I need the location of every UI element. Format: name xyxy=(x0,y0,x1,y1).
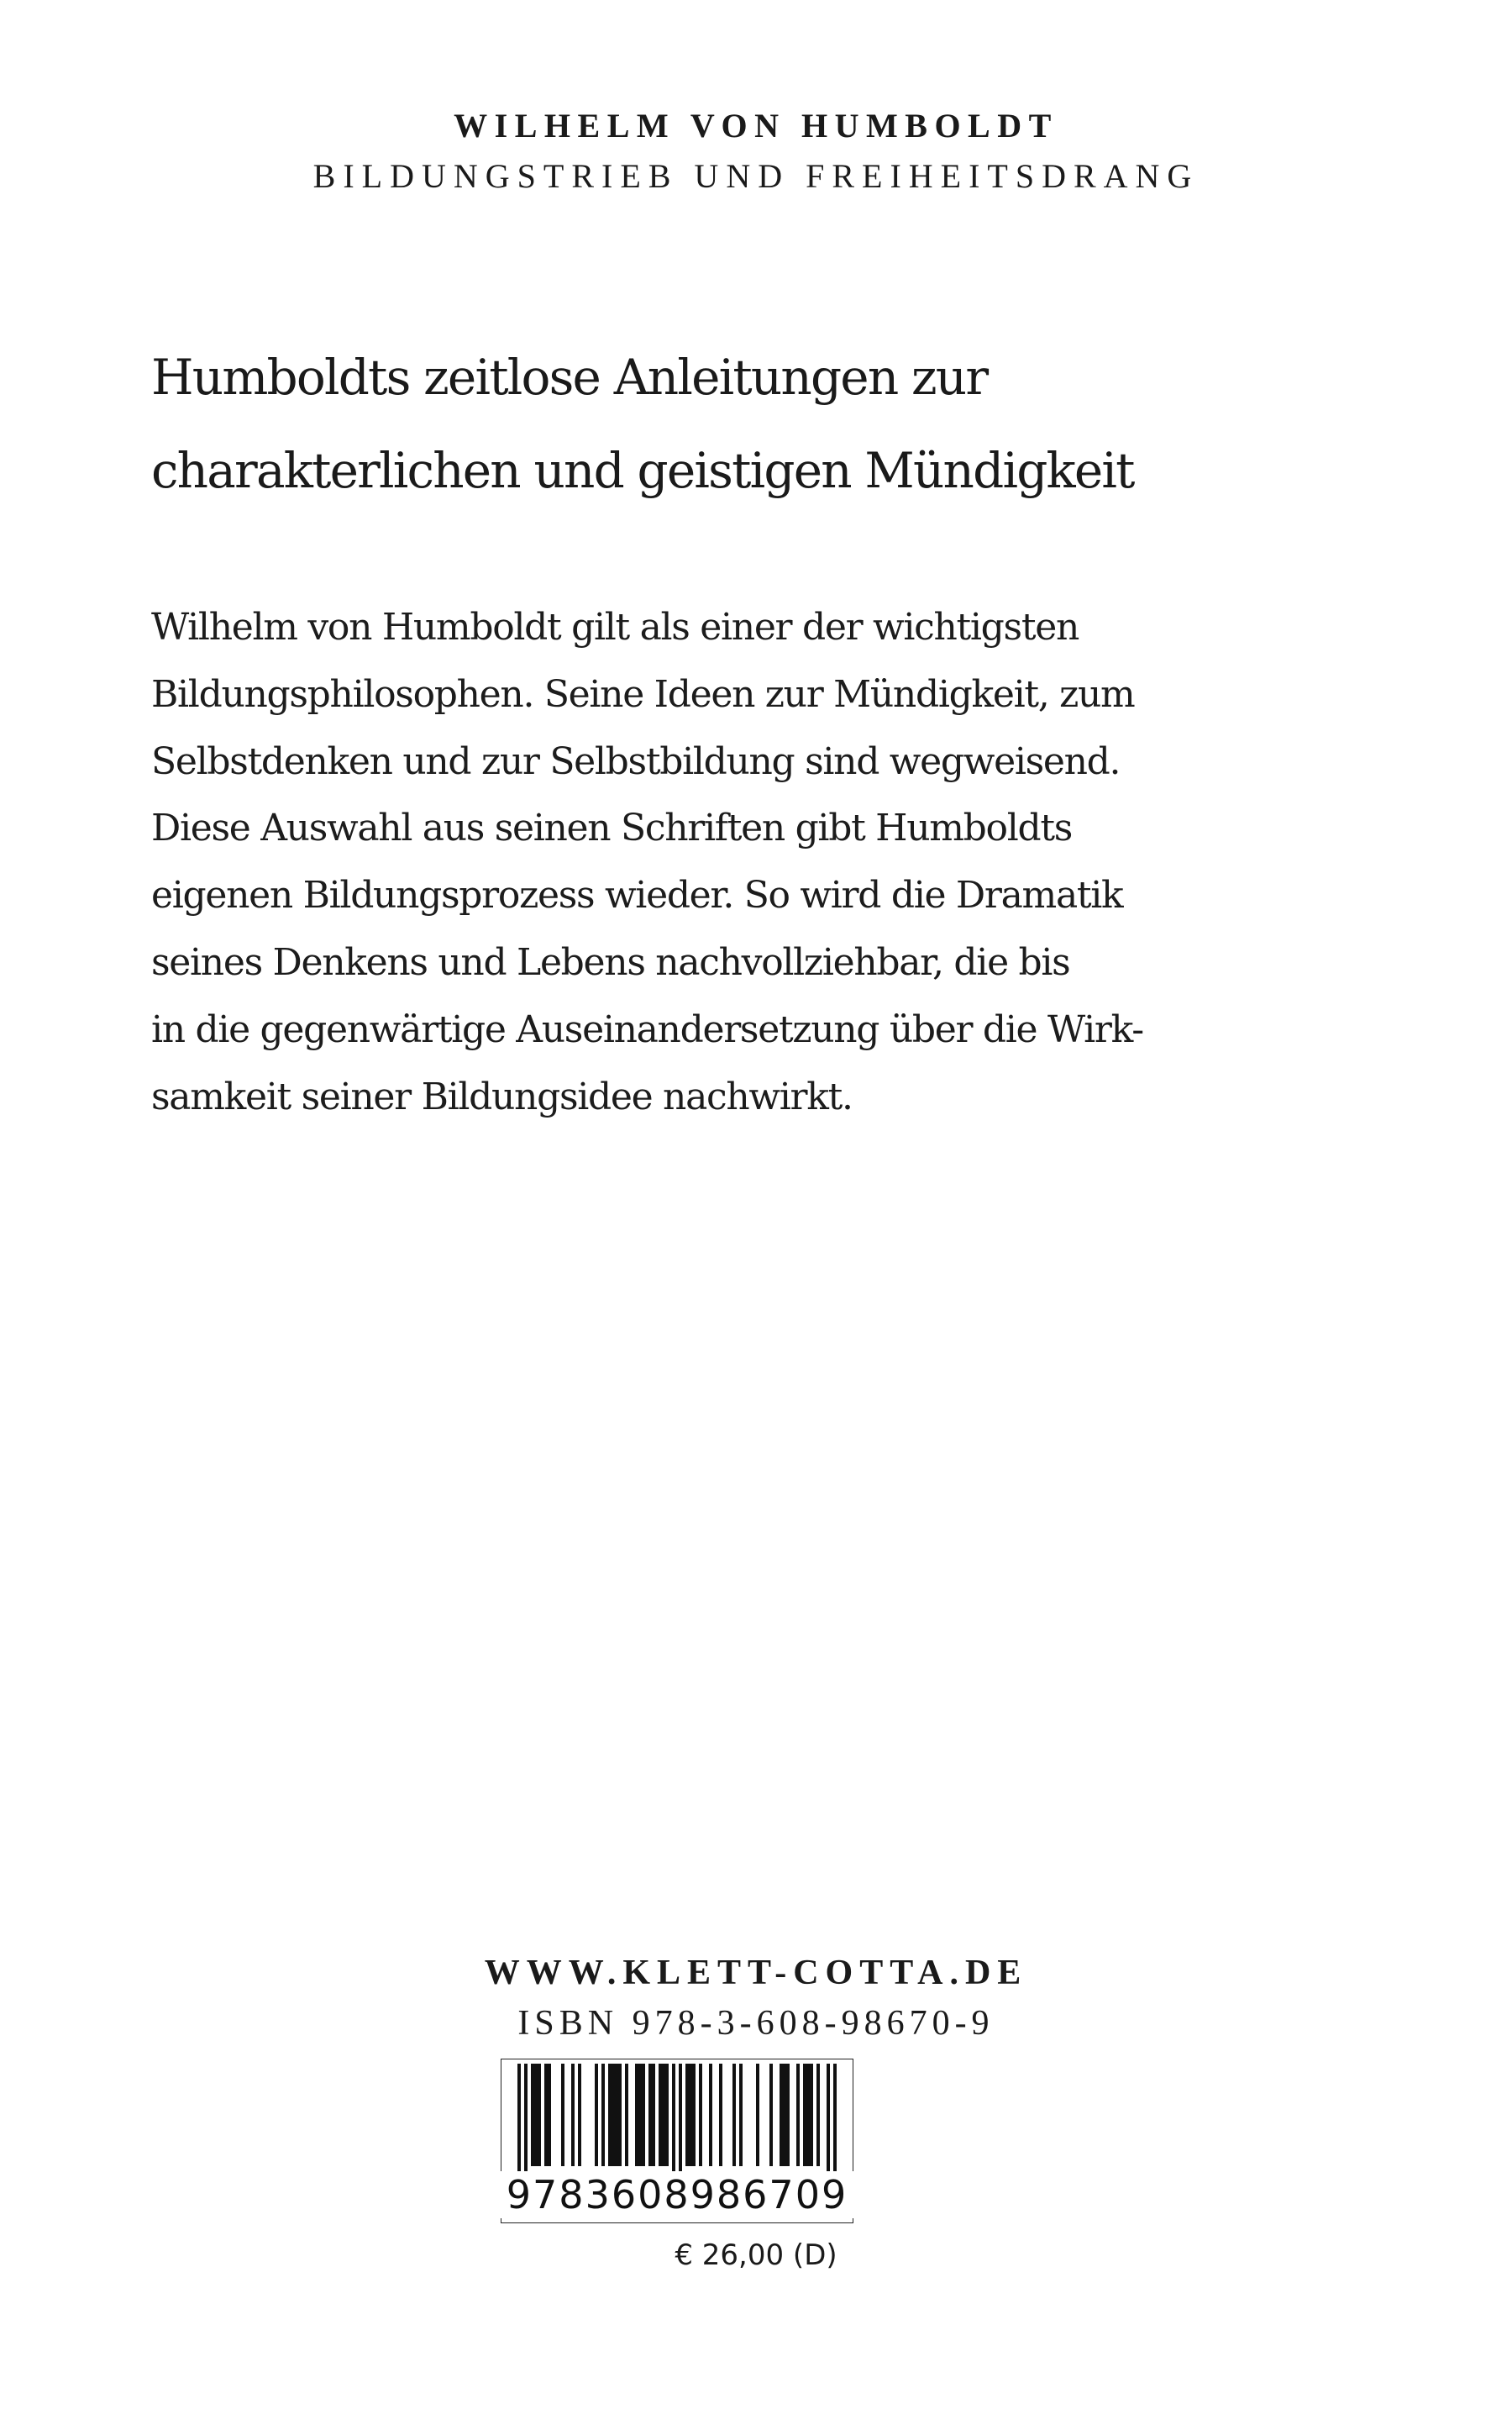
publisher-website: WWW.KLETT-COTTA.DE xyxy=(484,1954,1028,1992)
book-title: BILDUNGSTRIEB UND FREIHEITSDRANG xyxy=(312,157,1200,195)
barcode-bar xyxy=(672,2064,675,2173)
barcode-bar xyxy=(796,2064,800,2166)
barcode-bar xyxy=(635,2064,645,2166)
publisher-info xyxy=(0,1948,1512,2049)
barcode-bar xyxy=(648,2064,655,2166)
barcode-bar xyxy=(517,2064,521,2173)
barcode-bar xyxy=(659,2064,669,2166)
barcode-bar xyxy=(595,2064,598,2166)
barcode-bar xyxy=(699,2064,702,2166)
barcode-bar xyxy=(531,2064,541,2166)
barcode-bar xyxy=(816,2064,820,2166)
barcode xyxy=(501,2059,853,2223)
barcode-bar xyxy=(561,2064,564,2166)
barcode-bar xyxy=(780,2064,790,2166)
blurb-line: Wilhelm von Humboldt gilt als einer der wichtigsten xyxy=(151,606,1079,649)
barcode-bar xyxy=(739,2064,743,2166)
barcode-bar xyxy=(685,2064,696,2166)
cover-header xyxy=(0,101,1512,202)
author-name: WILHELM VON HUMBOLDT xyxy=(454,107,1058,145)
barcode-bar xyxy=(625,2064,628,2166)
barcode-bar xyxy=(601,2064,605,2166)
blurb-paragraph xyxy=(151,594,1411,1130)
barcode-digits: 9783608986709 xyxy=(501,2171,853,2218)
barcode-bar xyxy=(827,2064,830,2173)
blurb-line: Selbstdenken und zur Selbstbildung sind wegweisend. xyxy=(151,739,1121,783)
barcode-bars xyxy=(509,2064,845,2173)
blurb-line: eigenen Bildungsprozess wieder. So wird die Dramatik xyxy=(151,874,1123,918)
barcode-bar xyxy=(524,2064,528,2173)
barcode-bar xyxy=(709,2064,712,2166)
barcode-bar xyxy=(571,2064,575,2166)
blurb-line: in die gegenwärtige Auseinandersetzung über die Wirk- xyxy=(151,1007,1143,1051)
headline-line: Humboldts zeitlose Anleitungen zur xyxy=(151,349,988,406)
barcode-bar xyxy=(769,2064,773,2166)
barcode-bar xyxy=(544,2064,551,2166)
headline xyxy=(151,331,1411,518)
price-label: € 26,00 (D) xyxy=(675,2238,837,2272)
blurb-line: seines Denkens und Lebens nachvollziehbar, die bis xyxy=(151,940,1070,984)
barcode-bar xyxy=(756,2064,759,2166)
barcode-bar xyxy=(732,2064,736,2166)
barcode-bar xyxy=(719,2064,722,2166)
barcode-bar xyxy=(608,2064,622,2166)
barcode-bar xyxy=(679,2064,682,2173)
barcode-bar xyxy=(803,2064,813,2166)
blurb-line: samkeit seiner Bildungsidee nachwirkt. xyxy=(151,1075,853,1118)
blurb-line: Bildungsphilosophen. Seine Ideen zur Mündigkeit, zum xyxy=(151,672,1135,716)
headline-line: charakterlichen und geistigen Mündigkeit xyxy=(151,442,1134,499)
isbn-number: ISBN 978-3-608-98670-9 xyxy=(517,2004,995,2043)
barcode-bar xyxy=(578,2064,581,2166)
blurb-line: Diese Auswahl aus seinen Schriften gibt Humboldts xyxy=(151,807,1073,850)
barcode-bar xyxy=(833,2064,837,2173)
